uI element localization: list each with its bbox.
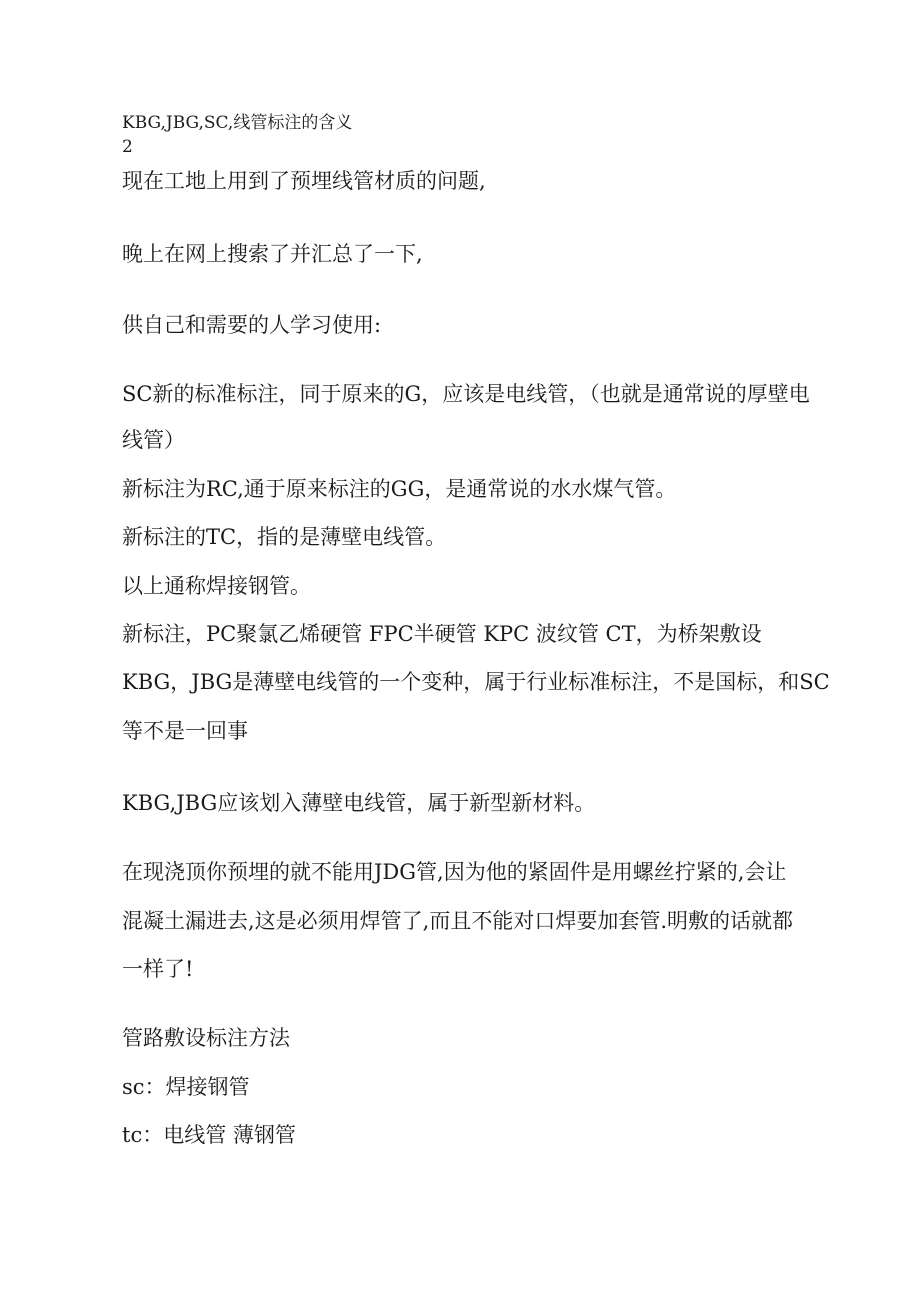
paragraph-line: sc：焊接钢管 [122, 1075, 250, 1099]
paragraph-line: 新标注，PC聚氯乙烯硬管 FPC半硬管 KPC 波纹管 CT，为桥架敷设 [122, 622, 762, 646]
paragraph-line: 现在工地上用到了预埋线管材质的问题, [122, 169, 486, 193]
paragraph-line: KBG，JBG是薄壁电线管的一个变种，属于行业标准标注，不是国标，和SC [122, 670, 830, 694]
paragraph-line: KBG,JBG应该划入薄壁电线管，属于新型新材料。 [122, 791, 596, 815]
paragraph-line: 新标注的TC，指的是薄壁电线管。 [122, 525, 447, 549]
paragraph-line: 晚上在网上搜索了并汇总了一下, [122, 242, 423, 266]
paragraph-line: 供自己和需要的人学习使用: [122, 313, 382, 337]
page-number: 2 [122, 137, 133, 157]
paragraph-line: SC新的标准标注，同于原来的G，应该是电线管，（也就是通常说的厚壁电 [122, 382, 810, 406]
paragraph-line: tc：电线管 薄钢管 [122, 1123, 296, 1147]
paragraph-line: 以上通称焊接钢管。 [122, 574, 311, 598]
paragraph-line: 新标注为RC,通于原来标注的GG，是通常说的水水煤气管。 [122, 477, 677, 501]
paragraph-line: 在现浇顶你预埋的就不能用JDG管,因为他的紧固件是用螺丝拧紧的,会让 [122, 860, 787, 884]
section-heading: 管路敷设标注方法 [122, 1026, 290, 1050]
paragraph-line: 混凝土漏进去,这是必须用焊管了,而且不能对口焊要加套管.明敷的话就都 [122, 909, 794, 933]
paragraph-line: 线管） [122, 428, 185, 452]
paragraph-line: 一样了! [122, 957, 194, 981]
document-title: KBG,JBG,SC,线管标注的含义 [122, 113, 353, 133]
paragraph-line: 等不是一回事 [122, 719, 248, 743]
